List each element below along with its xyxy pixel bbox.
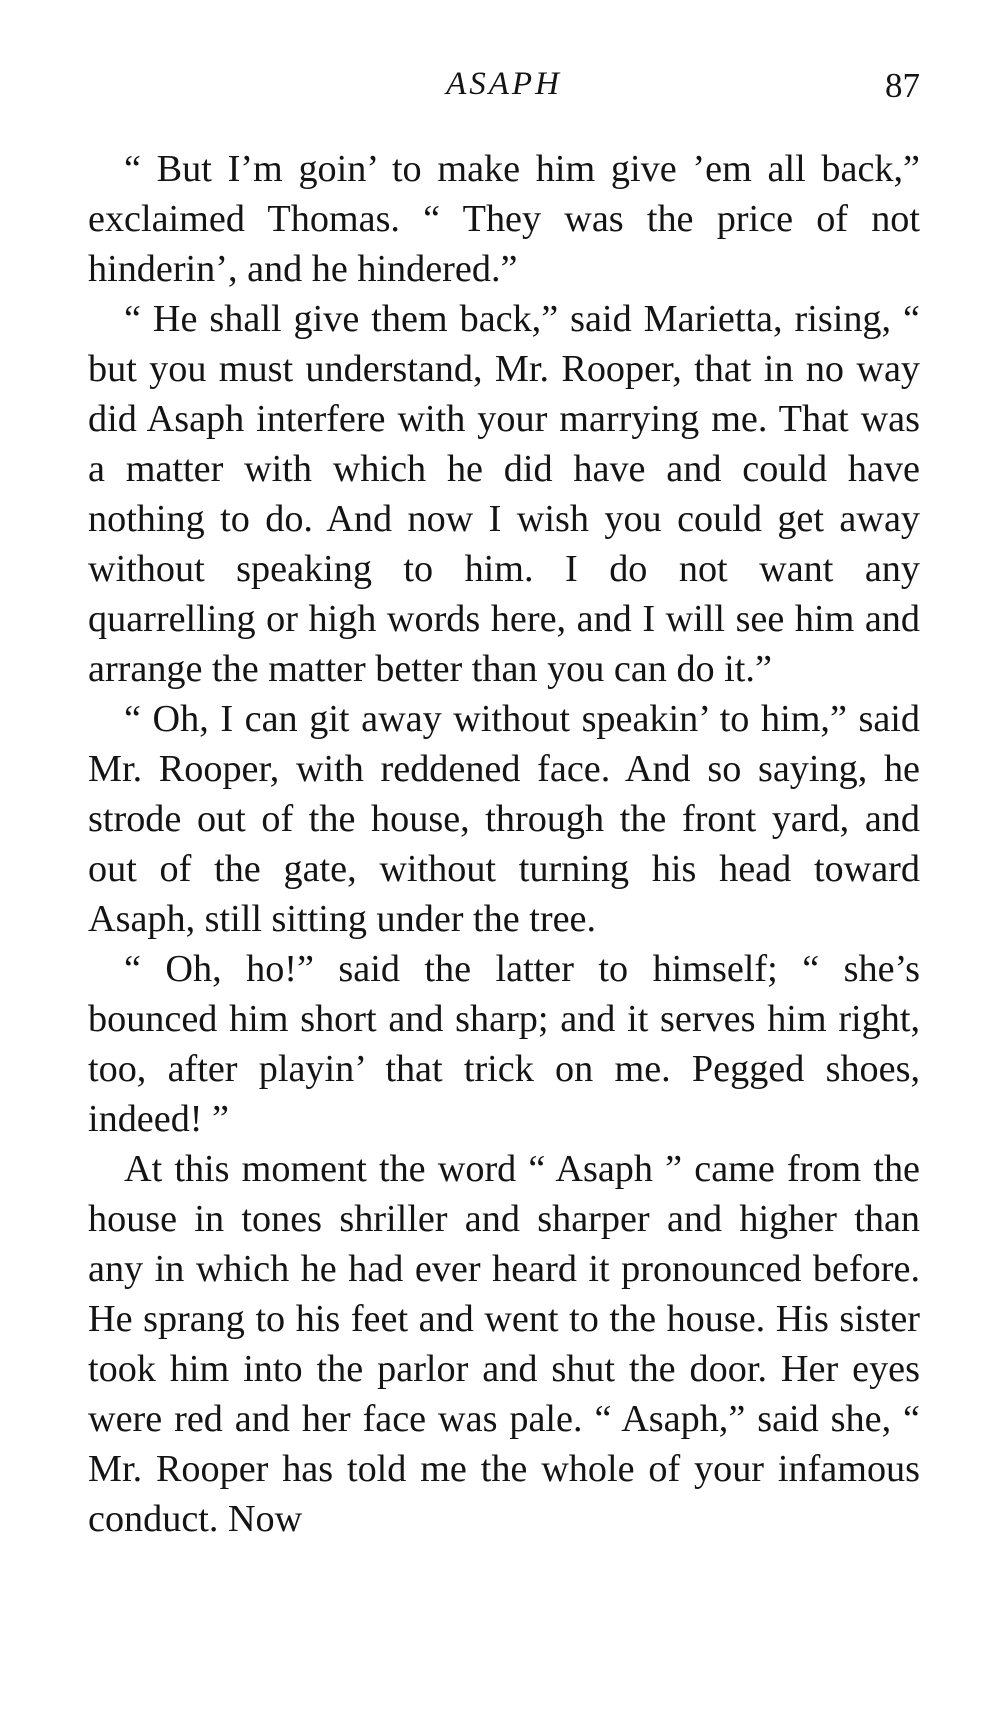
paragraph-marietta-reply: “ He shall give them back,” said Marietta, rising, “ but you must understand, Mr. Rooper, that in no way did Asaph interfere with your marrying me. That was a matter with which he did have and could have nothing to do. And now I wish you could get away without speaking to him. I do not want any quarrelling or high words here, and I will see him and arrange the matter better than you can do it.” — [88, 298, 920, 690]
paragraph-thomas-exclaims: “ But I’m goin’ to make him give ’em all back,” exclaimed Thomas. “ They was the price of not hinderin’, and he hindered.” — [88, 148, 920, 290]
page-number: 87 — [885, 66, 920, 105]
paragraph-rooper-leaves: “ Oh, I can git away without speakin’ to him,” said Mr. Rooper, with reddened face. And so saying, he strode out of the house, through the front yard, and out of the gate, without turning his head toward Asaph, still sitting under the tree. — [88, 698, 920, 940]
body-text — [88, 144, 920, 1544]
paragraph-asaph-remarks: “ Oh, ho!” said the latter to himself; “ she’s bounced him short and sharp; and it serves him right, too, after playin’ that trick on me. Pegged shoes, indeed! ” — [88, 948, 920, 1140]
running-title: ASAPH — [446, 66, 562, 102]
running-head — [88, 58, 920, 114]
paragraph-sister-calls: At this moment the word “ Asaph ” came from the house in tones shriller and sharper and higher than any in which he had ever heard it pronounced before. He sprang to his feet and went to the house. His sister took him into the parlor and shut the door. Her eyes were red and her face was pale. “ Asaph,” said she, “ Mr. Rooper has told me the whole of your infamous conduct. Now — [88, 1148, 920, 1540]
book-page — [88, 58, 920, 1544]
